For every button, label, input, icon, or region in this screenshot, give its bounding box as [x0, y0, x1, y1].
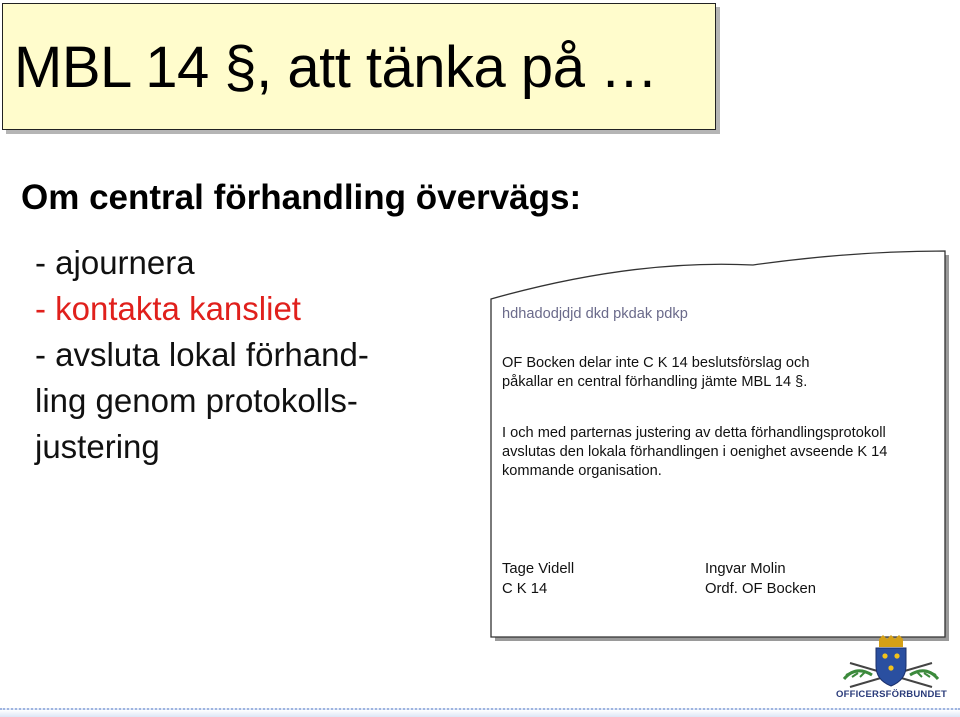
bullet-avsluta-line-3: justering — [35, 428, 160, 465]
document-header: hdhadodjdjd dkd pkdak pdkp — [502, 306, 688, 322]
logo-wordmark: OFFICERSFÖRBUNDET — [836, 689, 948, 700]
signature-block — [502, 559, 942, 599]
paragraph-2-line-3: kommande organisation. — [502, 463, 662, 479]
bullet-list — [35, 240, 485, 470]
bottom-bar — [0, 708, 960, 717]
paragraph-2-line-2: avslutas den lokala förhandlingen i oenighet avseende K 14 — [502, 444, 888, 460]
bullet-avsluta-line-2: ling genom protokolls- — [35, 382, 358, 419]
document-paragraph-2 — [502, 424, 942, 481]
paragraph-1-line-2: påkallar en central förhandling jämte MBL 14 §. — [502, 374, 808, 390]
protocol-document — [487, 247, 945, 637]
bullet-kontakta-kansliet: - kontakta kansliet — [35, 290, 301, 327]
subheading: Om central förhandling övervägs: — [21, 178, 582, 217]
slide-title: MBL 14 §, att tänka på … — [14, 35, 658, 100]
document-paragraph-1 — [502, 354, 942, 392]
document-content — [502, 305, 942, 599]
officersforbundet-crest-icon — [836, 635, 946, 691]
signature-1 — [502, 559, 705, 599]
bullet-ajournera: - ajournera — [35, 244, 195, 281]
paragraph-2-line-1: I och med parternas justering av detta förhandlingsprotokoll — [502, 425, 886, 441]
bullet-avsluta-line-1: - avsluta lokal förhand- — [35, 336, 369, 373]
officersforbundet-logo — [836, 635, 946, 707]
title-box — [2, 3, 716, 130]
signature-2-title: Ordf. OF Bocken — [705, 581, 817, 597]
signature-2-name: Ingvar Molin — [705, 561, 786, 577]
signature-1-title: C K 14 — [502, 581, 548, 597]
paragraph-1-line-1: OF Bocken delar inte C K 14 beslutsförslag och — [502, 355, 810, 371]
signature-1-name: Tage Videll — [502, 561, 575, 577]
signature-2 — [705, 559, 908, 599]
